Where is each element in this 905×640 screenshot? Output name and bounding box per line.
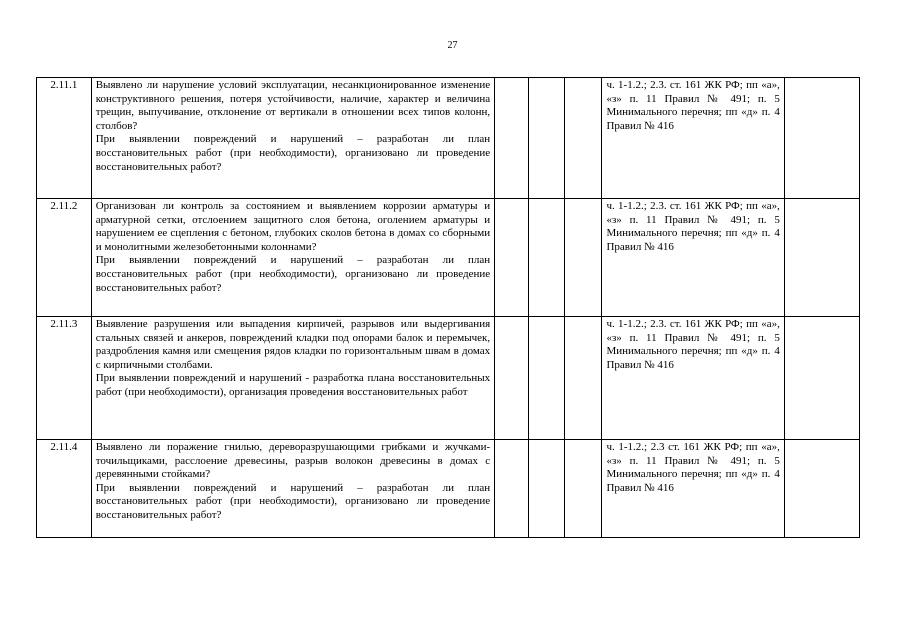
- answer-na-cell[interactable]: [564, 199, 602, 317]
- question-cell: [91, 199, 494, 317]
- page-number: 27: [447, 40, 458, 51]
- question-followup: При выявлении повреждений и нарушений – разработан ли план восстановительных работ (при необходимости), организовано ли проведение восстановительных работ?: [95, 254, 491, 294]
- question-text: Организован ли контроль за состоянием и выявлением коррозии арматуры и арматурной сетки, отслоением защитного слоя бетона, оголением арматуры и нарушением ее сцепления с бетоном, глубоких сколов бетона в домах со сборными и монолитными железобетонными колоннами?: [95, 200, 491, 253]
- notes-cell[interactable]: [784, 440, 859, 538]
- answer-na-cell[interactable]: [564, 440, 602, 538]
- table-row: [37, 317, 860, 440]
- reference-cell: ч. 1-1.2.; 2.3 ст. 161 ЖК РФ; пп «а», «з» п. 11 Правил № 491; п. 5 Минимального перечня; пп «д» п. 4 Правил № 416: [602, 440, 784, 538]
- question-followup: При выявлении повреждений и нарушений – разработан ли план восстановительных работ (при необходимости), организовано ли проведение восстановительных работ?: [95, 133, 491, 173]
- answer-yes-cell[interactable]: [495, 317, 529, 440]
- answer-na-cell[interactable]: [564, 78, 602, 199]
- row-number: 2.11.1: [37, 78, 92, 199]
- question-text: Выявлено ли поражение гнилью, дереворазрушающими грибками и жучками-точильщиками, расслоение древесины, разрыв волокон древесины в домах с деревянными стойками?: [95, 441, 491, 481]
- table-row: [37, 440, 860, 538]
- question-cell: [91, 317, 494, 440]
- answer-no-cell[interactable]: [529, 78, 564, 199]
- reference-cell: ч. 1-1.2.; 2.3. ст. 161 ЖК РФ; пп «а», «з» п. 11 Правил № 491; п. 5 Минимального перечня; пп «д» п. 4 Правил № 416: [602, 199, 784, 317]
- answer-na-cell[interactable]: [564, 317, 602, 440]
- checklist-table: [36, 77, 860, 538]
- notes-cell[interactable]: [784, 199, 859, 317]
- row-number: 2.11.2: [37, 199, 92, 317]
- reference-cell: ч. 1-1.2.; 2.3. ст. 161 ЖК РФ; пп «а», «з» п. 11 Правил № 491; п. 5 Минимального перечня; пп «д» п. 4 Правил № 416: [602, 317, 784, 440]
- row-number: 2.11.3: [37, 317, 92, 440]
- question-followup: При выявлении повреждений и нарушений – разработан ли план восстановительных работ (при необходимости), организовано ли проведение восстановительных работ?: [95, 481, 491, 521]
- question-text: Выявление разрушения или выпадения кирпичей, разрывов или выдергивания стальных связей и анкеров, повреждений кладки под опорами балок и перемычек, раздробления камня или смещения рядов кладки по горизонтальным швам в домах с кирпичными столбами.: [95, 318, 491, 371]
- notes-cell[interactable]: [784, 317, 859, 440]
- answer-no-cell[interactable]: [529, 317, 564, 440]
- answer-yes-cell[interactable]: [495, 440, 529, 538]
- table-row: [37, 199, 860, 317]
- answer-yes-cell[interactable]: [495, 199, 529, 317]
- reference-cell: ч. 1-1.2.; 2.3. ст. 161 ЖК РФ; пп «а», «з» п. 11 Правил № 491; п. 5 Минимального перечня; пп «д» п. 4 Правил № 416: [602, 78, 784, 199]
- question-cell: [91, 440, 494, 538]
- answer-no-cell[interactable]: [529, 199, 564, 317]
- question-followup: При выявлении повреждений и нарушений - разработка плана восстановительных работ (при необходимости), организация проведения восстановительных работ: [95, 372, 491, 398]
- row-number: 2.11.4: [37, 440, 92, 538]
- answer-no-cell[interactable]: [529, 440, 564, 538]
- table-row: [37, 78, 860, 199]
- question-text: Выявлено ли нарушение условий эксплуатации, несанкционированное изменение конструктивного решения, потеря устойчивости, наличие, характер и величина трещин, выпучивание, отклонение от вертикали в отношении всех типов колонн, столбов?: [95, 79, 491, 132]
- answer-yes-cell[interactable]: [495, 78, 529, 199]
- notes-cell[interactable]: [784, 78, 859, 199]
- question-cell: [91, 78, 494, 199]
